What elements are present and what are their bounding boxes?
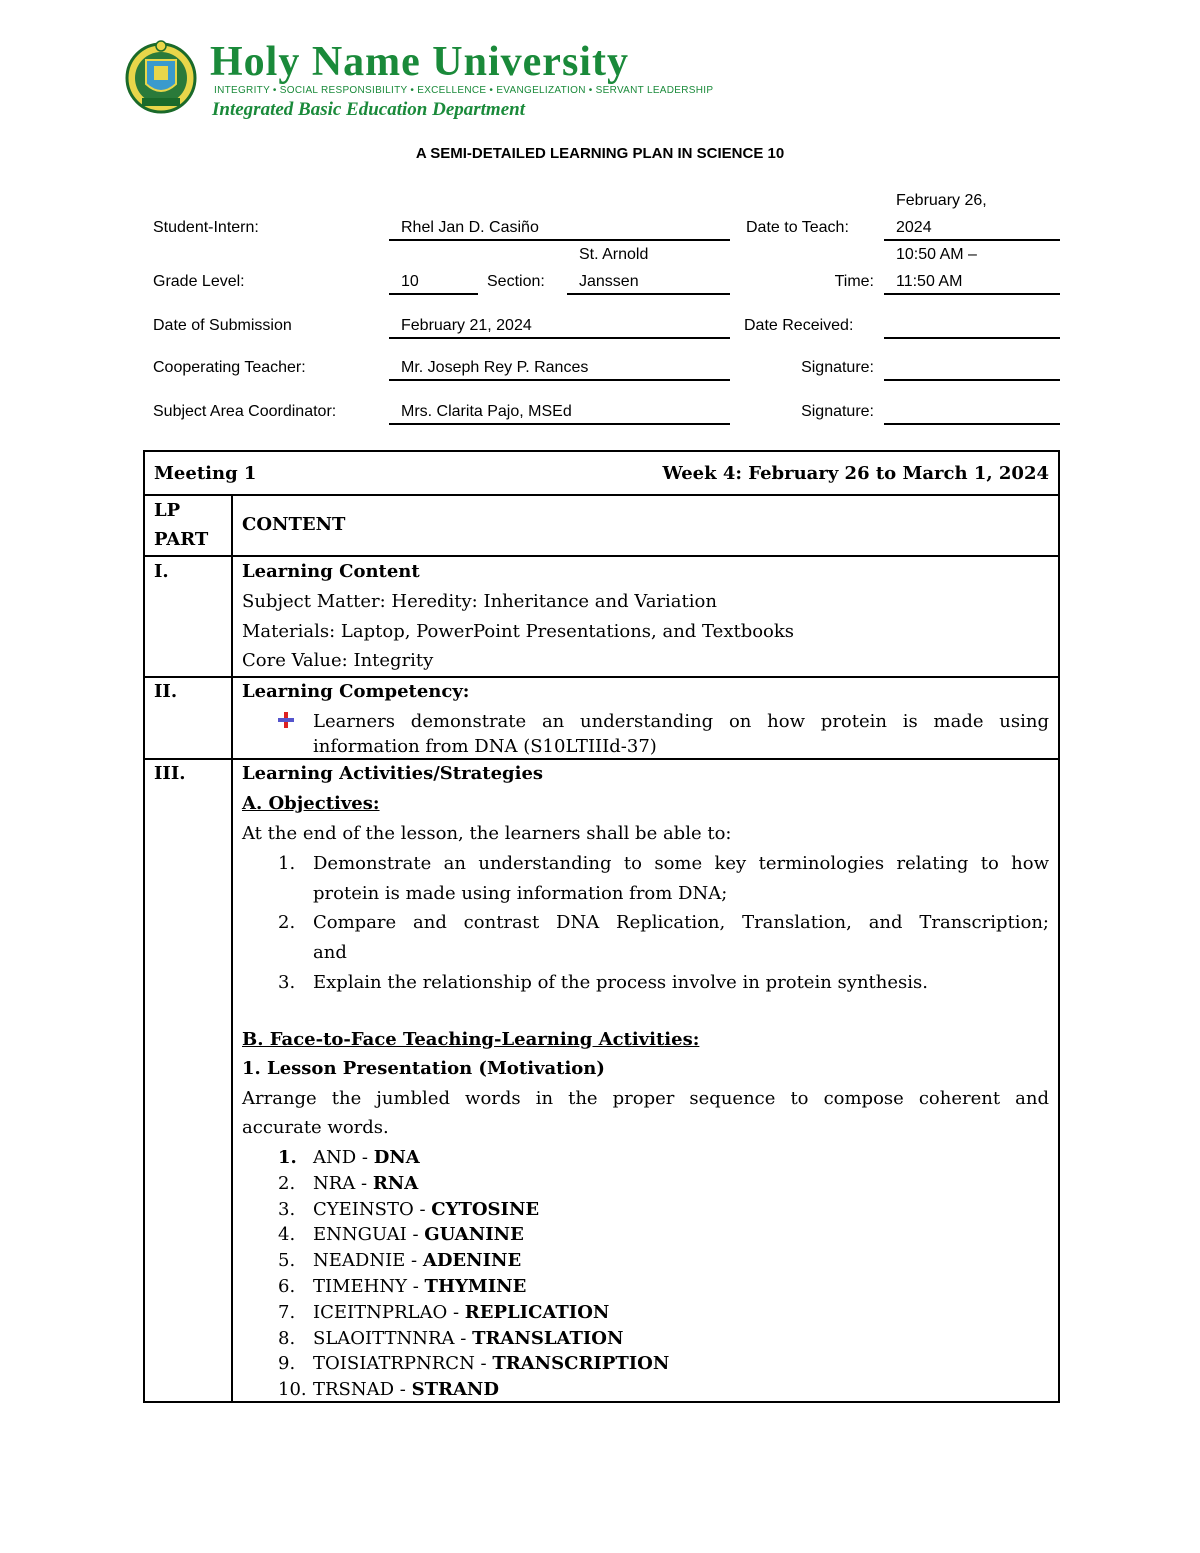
word-number: 10. <box>278 1379 307 1401</box>
answer-word: REPLICATION <box>464 1301 610 1323</box>
lesson-presentation-heading: 1. Lesson Presentation (Motivation) <box>242 1058 605 1079</box>
date-to-teach-label: Date to Teach: <box>746 219 849 236</box>
signature-label-1: Signature: <box>801 359 874 376</box>
word-number: 6. <box>278 1276 296 1297</box>
word-number: 4. <box>278 1224 296 1246</box>
coordinator-label: Subject Area Coordinator: <box>153 403 337 420</box>
section-line1: St. Arnold <box>579 246 649 263</box>
word-number: 1. <box>278 1147 297 1168</box>
received-label: Date Received: <box>744 317 854 334</box>
competency-line2: information from DNA (S10LTIIId-37) <box>313 736 657 757</box>
answer-word: CYTOSINE <box>431 1198 540 1220</box>
section-line2: Janssen <box>567 272 730 295</box>
objective-number: 1. <box>278 853 296 874</box>
time-line2: 11:50 AM <box>884 272 1060 295</box>
answer-word: THYMINE <box>424 1276 527 1297</box>
jumbled-word: TIMEHNY - <box>313 1276 425 1297</box>
word-number: 8. <box>278 1327 296 1349</box>
grade-level-label: Grade Level: <box>153 273 245 290</box>
lp-part-header-line1: LP <box>154 500 181 521</box>
bullet-icon <box>278 712 294 728</box>
department-name: Integrated Basic Education Department <box>212 99 525 120</box>
student-intern-value: Rhel Jan D. Casiño <box>389 218 730 241</box>
jumbled-word: SLAOITTNNRA - <box>313 1327 473 1349</box>
date-to-teach-line2: 2024 <box>884 218 1060 241</box>
list-item <box>313 1145 420 1171</box>
objectives-heading: A. Objectives: <box>242 793 380 814</box>
list-item <box>313 1351 669 1377</box>
objective-2-line1: Compare and contrast DNA Replication, Translation, and Transcription; <box>313 912 1049 933</box>
signature-line-1 <box>884 358 1060 381</box>
time-line1: 10:50 AM – <box>896 246 977 263</box>
content-header: CONTENT <box>242 514 346 535</box>
objective-1-line1: Demonstrate an understanding to some key terminologies relating to how <box>313 853 1049 874</box>
coop-teacher-label: Cooperating Teacher: <box>153 359 306 376</box>
answer-word: ADENINE <box>422 1250 522 1272</box>
objective-number: 2. <box>278 912 296 933</box>
list-item <box>313 1248 521 1274</box>
competency-line1: Learners demonstrate an understanding on how protein is made using <box>313 711 1049 732</box>
submission-label: Date of Submission <box>153 317 292 334</box>
objectives-intro: At the end of the lesson, the learners shall be able to: <box>242 823 732 844</box>
lesson-instruction-line1: Arrange the jumbled words in the proper sequence to compose coherent and <box>242 1088 1049 1109</box>
signature-label-2: Signature: <box>801 403 874 420</box>
word-number: 7. <box>278 1301 296 1323</box>
answer-word: TRANSCRIPTION <box>492 1353 670 1375</box>
jumbled-word: ENNGUAI - <box>313 1224 425 1246</box>
word-number: 3. <box>278 1198 296 1220</box>
answer-word: DNA <box>373 1147 420 1168</box>
received-value <box>884 316 1060 339</box>
list-item <box>313 1326 623 1352</box>
jumbled-word: AND - <box>313 1147 374 1168</box>
answer-word: STRAND <box>411 1379 499 1401</box>
student-intern-label: Student-Intern: <box>153 219 259 236</box>
coordinator-value: Mrs. Clarita Pajo, MSEd <box>389 402 730 425</box>
date-to-teach-line1: February 26, <box>896 192 987 209</box>
jumbled-word: TOISIATRPNRCN - <box>313 1353 493 1375</box>
lp-part-header-line2: PART <box>154 529 209 550</box>
section-label: Section: <box>487 273 545 290</box>
materials: Materials: Laptop, PowerPoint Presentations, and Textbooks <box>242 621 795 642</box>
jumbled-word: NEADNIE - <box>313 1250 423 1272</box>
jumbled-word: TRSNAD - <box>313 1379 412 1401</box>
meeting-label: Meeting 1 <box>154 463 257 484</box>
list-item <box>313 1274 526 1300</box>
subject-matter: Subject Matter: Heredity: Inheritance and Variation <box>242 591 717 612</box>
section-title-2: Learning Competency: <box>242 681 470 702</box>
submission-value: February 21, 2024 <box>389 316 730 339</box>
list-item <box>313 1197 539 1223</box>
lesson-instruction-line2: accurate words. <box>242 1117 389 1138</box>
signature-line-2 <box>884 402 1060 425</box>
list-item <box>313 1171 418 1197</box>
university-name: Holy Name University <box>210 39 629 85</box>
week-label: Week 4: February 26 to March 1, 2024 <box>662 463 1049 484</box>
answer-word: RNA <box>372 1172 419 1194</box>
university-seal-logo <box>124 36 198 120</box>
jumbled-word: CYEINSTO - <box>313 1198 432 1220</box>
university-tagline: INTEGRITY • SOCIAL RESPONSIBILITY • EXCELLENCE • EVANGELIZATION • SERVANT LEADERSHIP <box>214 85 714 96</box>
list-item <box>313 1222 524 1248</box>
section-title-3: Learning Activities/Strategies <box>242 763 544 784</box>
objective-3-line1: Explain the relationship of the process involve in protein synthesis. <box>313 972 928 993</box>
document-title: A SEMI-DETAILED LEARNING PLAN IN SCIENCE 10 <box>415 145 785 162</box>
answer-word: GUANINE <box>424 1224 524 1246</box>
coop-teacher-value: Mr. Joseph Rey P. Rances <box>389 358 730 381</box>
jumbled-word: ICEITNPRLAO - <box>313 1301 465 1323</box>
section-number-2: II. <box>154 681 178 702</box>
section-number-3: III. <box>154 763 186 784</box>
list-item <box>313 1377 499 1403</box>
table-divider <box>145 555 1058 557</box>
objective-2-line2: and <box>313 942 347 963</box>
grade-level-value: 10 <box>389 272 478 295</box>
section-number-1: I. <box>154 561 169 582</box>
column-divider <box>231 496 233 1401</box>
answer-word: TRANSLATION <box>472 1327 624 1349</box>
objective-number: 3. <box>278 972 296 993</box>
section-title-1: Learning Content <box>242 561 420 582</box>
jumbled-word: NRA - <box>313 1172 373 1194</box>
table-divider <box>145 494 1058 496</box>
core-value: Core Value: Integrity <box>242 650 434 671</box>
table-divider <box>145 676 1058 678</box>
objective-1-line2: protein is made using information from DNA; <box>313 883 728 904</box>
learning-plan-table <box>143 450 1060 1403</box>
word-number: 2. <box>278 1172 296 1194</box>
word-number: 9. <box>278 1353 296 1375</box>
activities-heading: B. Face-to-Face Teaching-Learning Activities: <box>242 1029 700 1050</box>
word-number: 5. <box>278 1250 296 1272</box>
time-label: Time: <box>834 273 874 290</box>
list-item <box>313 1300 609 1326</box>
